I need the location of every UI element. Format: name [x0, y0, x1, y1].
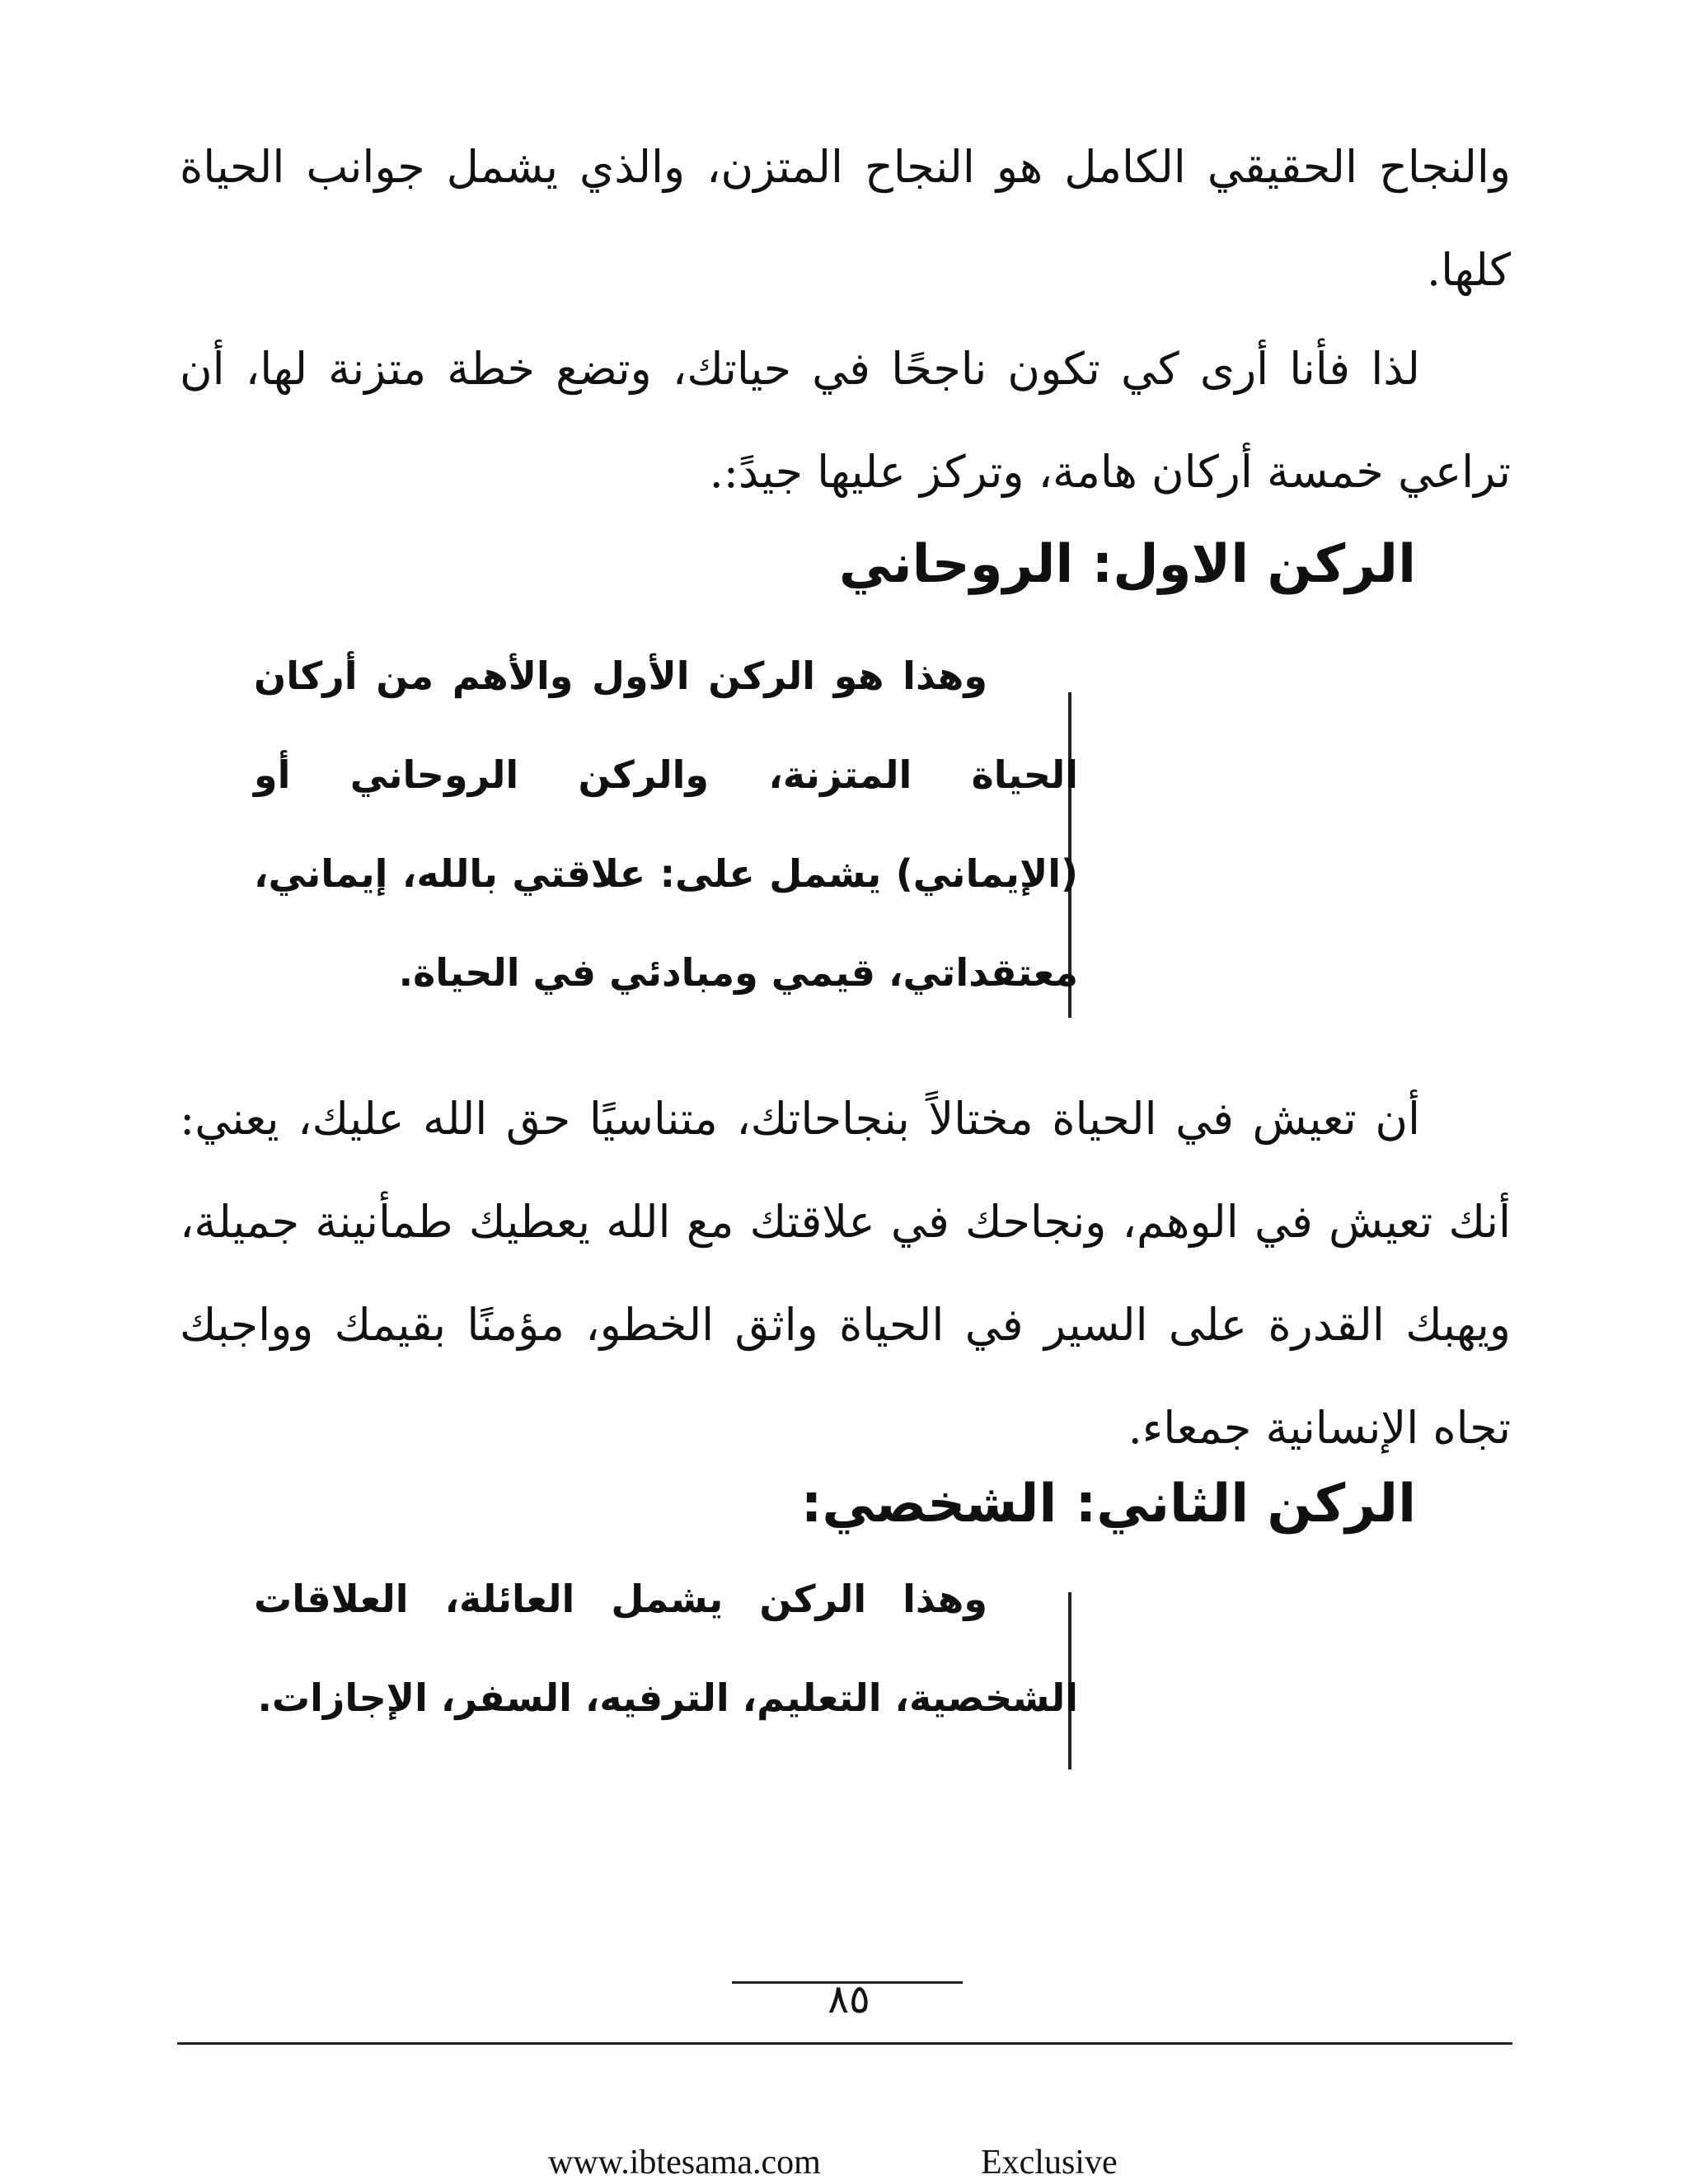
heading-first-pillar: الركن الاول: الروحاني [838, 534, 1416, 595]
footer-tag: Exclusive [981, 2144, 1118, 2182]
box-spiritual-pillar [254, 626, 1078, 1022]
paragraph-relationship-with-god [180, 1067, 1511, 1479]
box-spiritual-pillar-text: وهذا هو الركن الأول والأهم من أركان الحياة المتزنة، والركن الروحاني أو (الإيماني) يشمل على: علاقتي بالله، إيماني، معتقداتي، قيمي ومبادئي في الحياة. [254, 654, 1078, 995]
page-number: ٨٥ [828, 1976, 870, 2022]
footer-url: www.ibtesama.com [548, 2144, 821, 2182]
paragraph-balanced-success [180, 115, 1511, 321]
heading-second-pillar: الركن الثاني: الشخصي: [800, 1474, 1416, 1535]
paragraph-relationship-with-god-text: أن تعيش في الحياة مختالاً بنجاحاتك، متناسيًا حق الله عليك، يعني: أنك تعيش في الوهم، ونجاحك في علاقتك مع الله يعطيك طمأنينة جميلة، ويهبك القدرة على السير في الحياة واثق الخطو، مؤمنًا بقيمك وواجبك تجاه الإنسانية جمعاء. [180, 1093, 1511, 1454]
box-personal-pillar [254, 1549, 1078, 1747]
footer-rule [177, 2042, 1512, 2045]
paragraph-five-pillars [180, 317, 1511, 523]
paragraph-balanced-success-text: والنجاح الحقيقي الكامل هو النجاح المتزن، والذي يشمل جوانب الحياة كلها. [180, 141, 1511, 296]
box-personal-pillar-text: وهذا الركن يشمل العائلة، العلاقات الشخصية، التعليم، الترفيه، السفر، الإجازات. [254, 1577, 1078, 1720]
paragraph-five-pillars-text: لذا فأنا أرى كي تكون ناجحًا في حياتك، وتضع خطة متزنة لها، أن تراعي خمسة أركان هامة، وتركز عليها جيدً:. [180, 343, 1511, 498]
